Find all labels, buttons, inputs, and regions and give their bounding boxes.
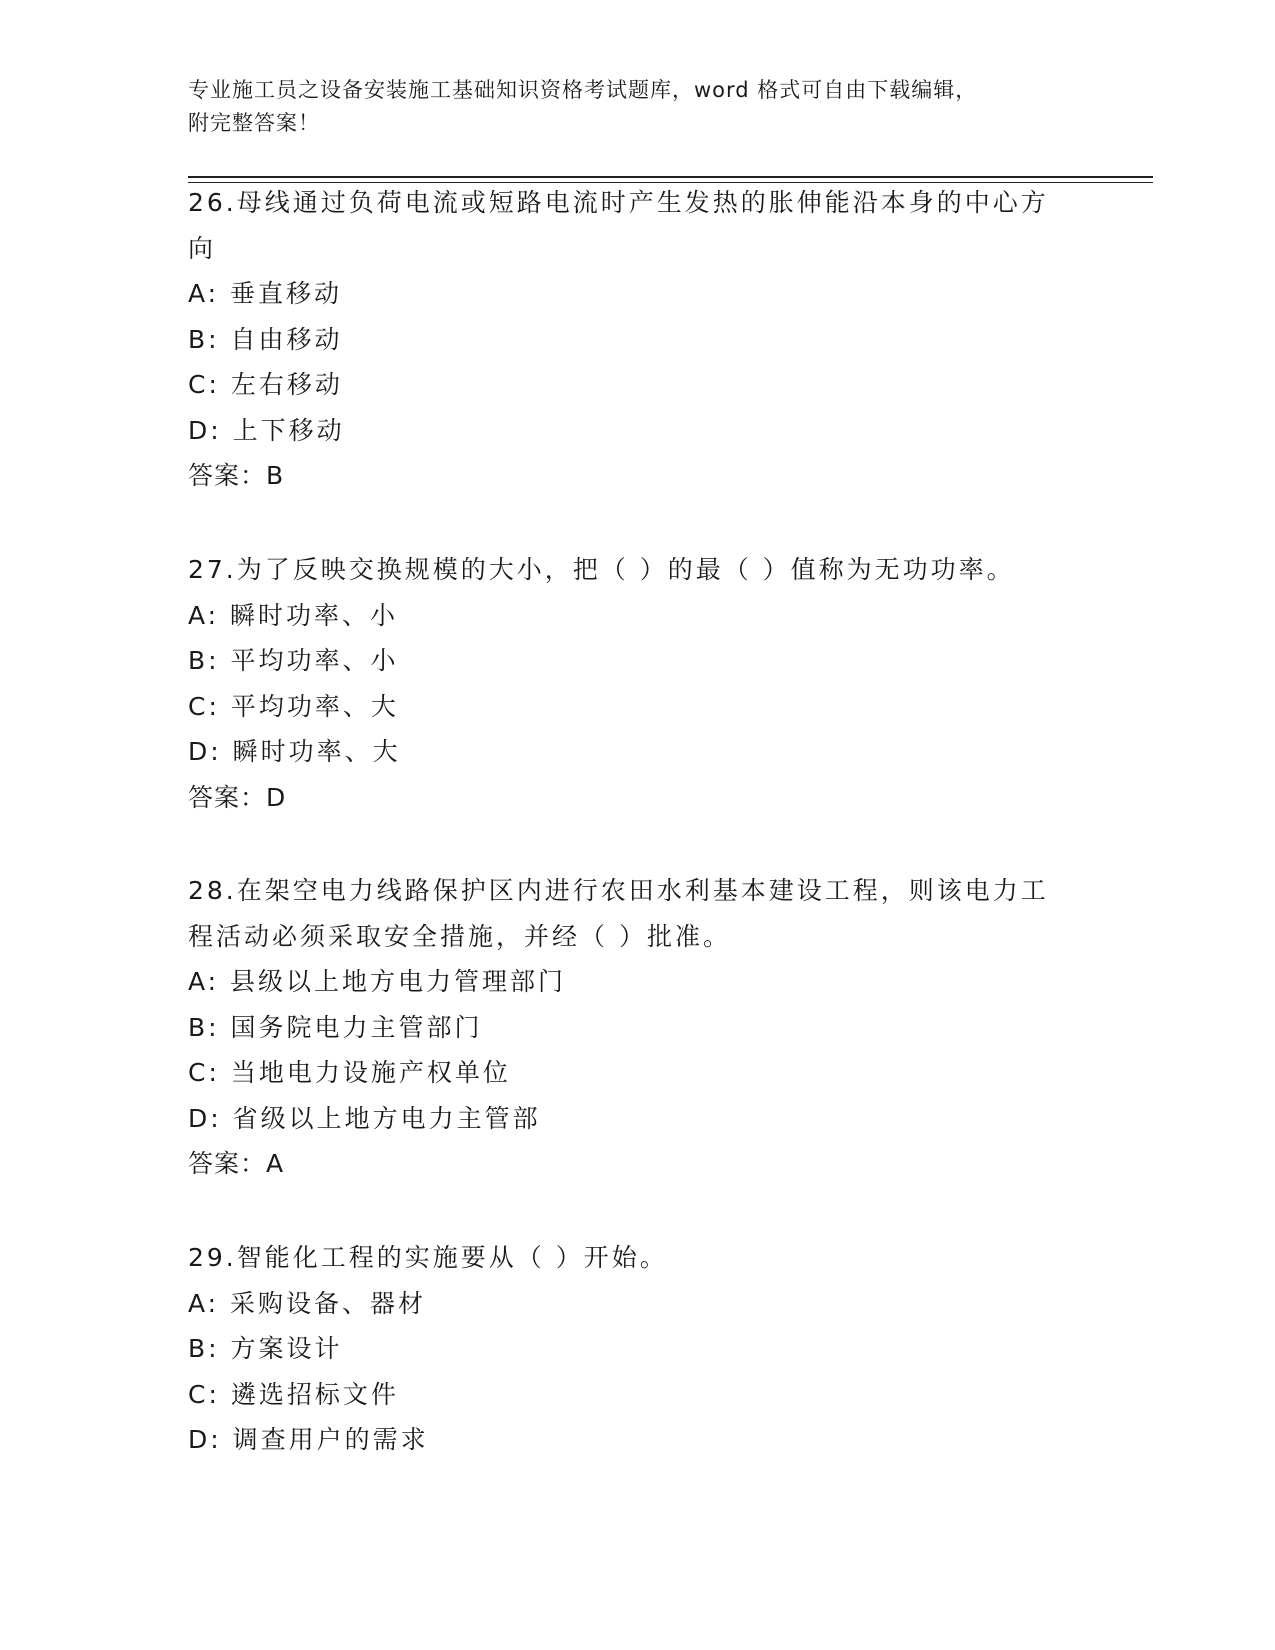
question-28 <box>188 868 1078 1187</box>
question-26 <box>188 180 1078 499</box>
question-stem <box>188 547 1078 593</box>
header-line-2: 附完整答案！ <box>188 111 320 135</box>
question-stem <box>188 868 1078 959</box>
stem-line-1: 27.为了反映交换规模的大小，把（ ）的最（ ）值称为无功功率。 <box>188 555 1015 584</box>
option-c: C: 遴选招标文件 <box>188 1379 399 1409</box>
document-header <box>188 74 1068 140</box>
option-b: B: 国务院电力主管部门 <box>188 1012 483 1042</box>
option-c: C: 平均功率、大 <box>188 691 399 721</box>
question-stem <box>188 1235 1078 1281</box>
stem-line-2: 向 <box>188 233 217 263</box>
stem-line-1: 28.在架空电力线路保护区内进行农田水利基本建设工程，则该电力工 <box>188 876 1049 905</box>
stem-line-1: 29.智能化工程的实施要从（ ）开始。 <box>188 1243 668 1272</box>
option-b: B: 自由移动 <box>188 324 343 354</box>
option-d: D: 瞬时功率、大 <box>188 737 401 766</box>
header-line-1: 专业施工员之设备安装施工基础知识资格考试题库，word 格式可自由下载编辑， <box>188 78 978 102</box>
option-d: D: 上下移动 <box>188 415 345 445</box>
stem-line-2: 程活动必须采取安全措施，并经（ ）批准。 <box>188 921 731 951</box>
option-a: A: 县级以上地方电力管理部门 <box>188 967 567 996</box>
option-c: C: 当地电力设施产权单位 <box>188 1058 511 1087</box>
answer-line: 答案：B <box>188 461 285 490</box>
question-number: 26. <box>188 188 237 217</box>
question-number: 27. <box>188 555 237 584</box>
answer-line: 答案：A <box>188 1149 285 1178</box>
option-a: A: 瞬时功率、小 <box>188 600 399 630</box>
option-b: B: 平均功率、小 <box>188 646 399 675</box>
stem-line-1: 26.母线通过负荷电流或短路电流时产生发热的胀伸能沿本身的中心方 <box>188 188 1049 217</box>
option-d: D: 省级以上地方电力主管部 <box>188 1103 541 1133</box>
option-d: D: 调查用户的需求 <box>188 1425 429 1454</box>
question-stem <box>188 180 1078 271</box>
question-number: 28. <box>188 876 237 905</box>
question-27 <box>188 547 1078 820</box>
question-29 <box>188 1235 1078 1463</box>
option-c: C: 左右移动 <box>188 370 343 399</box>
option-a: A: 采购设备、器材 <box>188 1288 427 1318</box>
header-rule-thick <box>188 176 1153 178</box>
question-number: 29. <box>188 1243 237 1272</box>
option-b: B: 方案设计 <box>188 1334 343 1363</box>
option-a: A: 垂直移动 <box>188 279 343 308</box>
answer-line: 答案：D <box>188 782 287 812</box>
